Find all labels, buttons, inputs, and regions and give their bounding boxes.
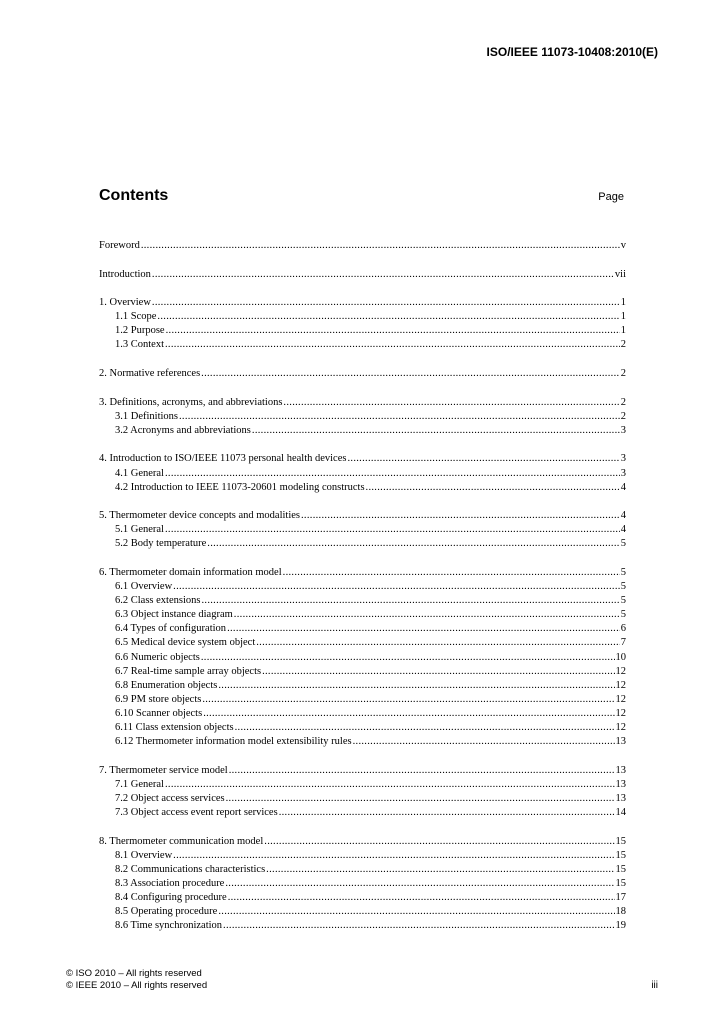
toc-entry-title: 3.2 Acronyms and abbreviations — [115, 424, 251, 436]
toc-dot-leader — [201, 594, 619, 608]
toc-dot-leader — [166, 324, 620, 338]
toc-entry-title: 1. Overview — [99, 297, 151, 309]
toc-entry-page: 1 — [620, 297, 626, 309]
toc-dot-leader — [165, 467, 620, 481]
toc-entry-title: 6.1 Overview — [115, 581, 173, 593]
toc-entry-page: 4 — [620, 510, 626, 522]
toc-entry-page: 4 — [620, 524, 626, 536]
toc-entry[interactable] — [99, 481, 626, 495]
toc-dot-leader — [218, 905, 614, 919]
toc-entry-title: 4. Introduction to ISO/IEEE 11073 personal health devices — [99, 453, 347, 465]
toc-dot-leader — [201, 651, 615, 665]
toc-dot-leader — [266, 863, 614, 877]
toc-entry-title: 3.1 Definitions — [115, 410, 178, 422]
toc-entry-page: 2 — [620, 368, 626, 380]
toc-entry-page: 5 — [620, 567, 626, 578]
toc-entry[interactable] — [99, 905, 626, 919]
toc-entry-page: 1 — [620, 311, 626, 323]
toc-entry-title: 8.1 Overview — [115, 849, 173, 861]
toc-entry-title: 7.3 Object access event report services — [115, 807, 278, 818]
toc-group — [99, 367, 626, 381]
toc-entry-title: 7.1 General — [115, 778, 164, 790]
page-number: iii — [651, 980, 658, 991]
toc-entry-page: 10 — [615, 651, 626, 663]
toc-entry-page: 3 — [620, 424, 626, 436]
toc-entry-title: 3. Definitions, acronyms, and abbreviations — [99, 396, 283, 408]
toc-dot-leader — [229, 764, 615, 778]
toc-entry-page: 4 — [620, 481, 626, 493]
toc-entry-title: 6.2 Class extensions — [115, 595, 201, 607]
toc-entry-page: 3 — [620, 467, 626, 479]
toc-entry[interactable] — [99, 324, 626, 338]
toc-entry-title: 5.1 General — [115, 524, 164, 536]
toc-dot-leader — [256, 636, 620, 650]
toc-entry[interactable] — [99, 566, 626, 580]
toc-dot-leader — [279, 806, 615, 820]
toc-dot-leader — [179, 410, 620, 424]
toc-entry-page: 12 — [615, 693, 626, 705]
toc-entry-page: 15 — [615, 835, 626, 847]
toc-entry[interactable] — [99, 452, 626, 466]
toc-entry[interactable] — [99, 651, 626, 665]
toc-dot-leader — [173, 580, 620, 594]
toc-dot-leader — [283, 566, 620, 580]
toc-entry[interactable] — [99, 693, 626, 707]
toc-dot-leader — [252, 424, 620, 438]
toc-dot-leader — [218, 679, 614, 693]
toc-entry-title: 7. Thermometer service model — [99, 764, 228, 776]
toc-entry[interactable] — [99, 919, 626, 933]
toc-entry-title: 5.2 Body temperature — [115, 538, 207, 550]
toc-entry[interactable] — [99, 523, 626, 537]
contents-heading: Contents — [99, 187, 169, 204]
toc-dot-leader — [353, 735, 615, 749]
page-column-label: Page — [598, 191, 624, 203]
toc-dot-leader — [225, 877, 614, 891]
toc-entry[interactable] — [99, 396, 626, 410]
toc-group — [99, 396, 626, 438]
toc-entry[interactable] — [99, 764, 626, 778]
toc-entry[interactable] — [99, 296, 626, 310]
toc-entry[interactable] — [99, 338, 626, 352]
toc-entry-page: 2 — [620, 339, 626, 351]
toc-entry[interactable] — [99, 721, 626, 735]
toc-dot-leader — [202, 693, 614, 707]
toc-entry-page: 5 — [620, 538, 626, 550]
toc-entry-title: 4.1 General — [115, 467, 164, 479]
toc-entry-title: 6.8 Enumeration objects — [115, 679, 218, 691]
toc-entry-page: 15 — [615, 849, 626, 861]
toc-entry-title: 6.12 Thermometer information model extensibility rules — [115, 736, 352, 748]
toc-entry-page: 7 — [620, 637, 626, 649]
toc-entry-page: v — [620, 240, 626, 251]
toc-entry-page: 13 — [615, 778, 626, 790]
toc-group — [99, 764, 626, 820]
toc-dot-leader — [201, 367, 620, 381]
toc-group — [99, 452, 626, 494]
toc-entry-page: 6 — [620, 623, 626, 635]
toc-entry-title: 8.4 Configuring procedure — [115, 891, 227, 903]
toc-group — [99, 566, 626, 749]
toc-entry-title: 6.3 Object instance diagram — [115, 609, 233, 621]
toc-entry-page: 13 — [615, 736, 626, 748]
toc-entry[interactable] — [99, 594, 626, 608]
toc-entry-page: 2 — [620, 410, 626, 422]
toc-entry-page: 12 — [615, 665, 626, 677]
toc-entry-page: 19 — [615, 920, 626, 932]
toc-dot-leader — [165, 778, 615, 792]
toc-entry-page: 13 — [615, 764, 626, 776]
toc-entry-page: 12 — [615, 679, 626, 691]
toc-entry[interactable] — [99, 849, 626, 863]
toc-entry-page: 12 — [615, 707, 626, 719]
toc-entry-title: 8.2 Communications characteristics — [115, 863, 266, 875]
toc-entry[interactable] — [99, 877, 626, 891]
toc-entry[interactable] — [99, 665, 626, 679]
toc-entry[interactable] — [99, 410, 626, 424]
toc-dot-leader — [207, 537, 619, 551]
toc-entry-title: 1.2 Purpose — [115, 325, 165, 337]
toc-entry-page: 17 — [615, 891, 626, 903]
toc-dot-leader — [165, 523, 620, 537]
toc-entry[interactable] — [99, 636, 626, 650]
toc-entry-page: 5 — [620, 609, 626, 621]
toc-entry-title: 4.2 Introduction to IEEE 11073-20601 modeling constructs — [115, 481, 365, 493]
toc-entry[interactable] — [99, 891, 626, 905]
toc-entry[interactable] — [99, 580, 626, 594]
toc-entry[interactable] — [99, 622, 626, 636]
toc-dot-leader — [366, 481, 620, 495]
document-id-header: ISO/IEEE 11073-10408:2010(E) — [486, 45, 658, 59]
toc-entry-page: 12 — [615, 722, 626, 734]
toc-entry-title: 6.6 Numeric objects — [115, 651, 200, 663]
toc-entry-title: 1.3 Context — [115, 339, 164, 351]
toc-entry-page: 14 — [615, 807, 626, 818]
toc-entry-page: 2 — [620, 396, 626, 408]
toc-entry-title: 1.1 Scope — [115, 311, 157, 323]
toc-entry[interactable] — [99, 806, 626, 820]
toc-dot-leader — [173, 849, 614, 863]
toc-entry-page: 15 — [615, 877, 626, 889]
toc-entry-title: 8.5 Operating procedure — [115, 906, 218, 918]
toc-entry[interactable] — [99, 735, 626, 749]
toc-group — [99, 239, 626, 253]
toc-dot-leader — [228, 891, 615, 905]
toc-entry[interactable] — [99, 239, 626, 253]
toc-entry[interactable] — [99, 367, 626, 381]
toc-dot-leader — [227, 622, 620, 636]
copyright-footer — [66, 968, 207, 992]
toc-dot-leader — [235, 721, 615, 735]
toc-entry-title: 6.4 Types of configuration — [115, 623, 227, 635]
toc-entry-title: 6.11 Class extension objects — [115, 722, 234, 734]
toc-entry-page: 13 — [615, 792, 626, 804]
toc-entry-title: 8. Thermometer communication model — [99, 835, 264, 847]
toc-entry-page: 1 — [620, 325, 626, 337]
toc-entry[interactable] — [99, 424, 626, 438]
toc-dot-leader — [152, 296, 620, 310]
toc-entry-title: 6.7 Real-time sample array objects — [115, 665, 262, 677]
toc-entry-title: Foreword — [99, 240, 140, 251]
toc-dot-leader — [283, 396, 619, 410]
toc-entry[interactable] — [99, 835, 626, 849]
toc-entry-page: 18 — [615, 906, 626, 918]
toc-dot-leader — [262, 665, 614, 679]
toc-entry-title: 6.5 Medical device system object — [115, 637, 256, 649]
toc-entry-title: 5. Thermometer device concepts and modalities — [99, 510, 300, 522]
toc-entry-title: 2. Normative references — [99, 368, 201, 380]
toc-entry[interactable] — [99, 268, 626, 282]
toc-group — [99, 835, 626, 934]
toc-entry-title: 8.6 Time synchronization — [115, 920, 223, 932]
toc-dot-leader — [157, 310, 619, 324]
toc-entry[interactable] — [99, 608, 626, 622]
toc-dot-leader — [203, 707, 614, 721]
toc-entry[interactable] — [99, 679, 626, 693]
toc-dot-leader — [226, 792, 615, 806]
copyright-ieee: © IEEE 2010 – All rights reserved — [66, 980, 208, 991]
toc-entry-title: 6.10 Scanner objects — [115, 707, 203, 719]
toc-dot-leader — [152, 268, 614, 282]
toc-group — [99, 296, 626, 352]
toc-group — [99, 268, 626, 282]
toc-entry-title: 8.3 Association procedure — [115, 877, 225, 889]
toc-entry[interactable] — [99, 310, 626, 324]
toc-entry-title: 6. Thermometer domain information model — [99, 567, 282, 578]
toc-dot-leader — [301, 509, 620, 523]
toc-dot-leader — [141, 239, 620, 253]
toc-entry-title: 7.2 Object access services — [115, 792, 225, 804]
toc-dot-leader — [264, 835, 614, 849]
toc-group — [99, 509, 626, 551]
toc-entry-page: 3 — [620, 453, 626, 465]
toc-entry-page: 5 — [620, 581, 626, 593]
toc-entry[interactable] — [99, 863, 626, 877]
toc-dot-leader — [223, 919, 614, 933]
toc-entry[interactable] — [99, 778, 626, 792]
toc-entry-page: vii — [614, 268, 626, 280]
toc-entry-title: Introduction — [99, 268, 151, 280]
toc-entry[interactable] — [99, 509, 626, 523]
toc-entry[interactable] — [99, 792, 626, 806]
toc-entry[interactable] — [99, 467, 626, 481]
toc-dot-leader — [347, 452, 619, 466]
toc-dot-leader — [234, 608, 620, 622]
copyright-iso: © ISO 2010 – All rights reserved — [66, 968, 202, 979]
toc-entry-title: 6.9 PM store objects — [115, 693, 202, 705]
toc-entry-page: 15 — [615, 863, 626, 875]
toc-entry[interactable] — [99, 707, 626, 721]
toc-entry-page: 5 — [620, 595, 626, 607]
toc-dot-leader — [165, 338, 620, 352]
toc-entry[interactable] — [99, 537, 626, 551]
table-of-contents — [99, 239, 626, 948]
